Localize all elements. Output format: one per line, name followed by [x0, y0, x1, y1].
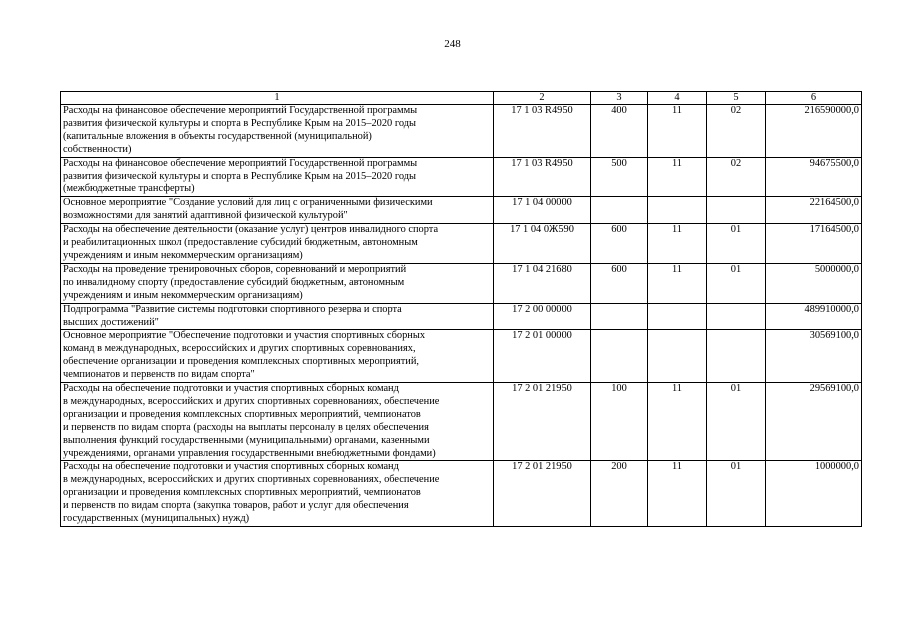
description-line: и реабилитационных школ (предоставление субсидий бюджетным, автономным [63, 237, 418, 249]
column-header: 4 [648, 92, 707, 105]
description-line: государственных (муниципальных) нужд) [63, 513, 250, 525]
column-header: 6 [766, 92, 862, 105]
expense-type-code [591, 197, 648, 224]
subsection-code: 01 [707, 383, 766, 461]
expense-type-code: 400 [591, 105, 648, 158]
description-line: собственности) [63, 143, 132, 155]
row-description [61, 461, 494, 527]
classification-code: 17 1 03 R4950 [494, 105, 591, 158]
section-code [648, 197, 707, 224]
row-description [61, 157, 494, 197]
subsection-code [707, 197, 766, 224]
table-row [61, 224, 862, 264]
description-line: организации и проведения комплексных спортивных мероприятий, чемпионатов [63, 408, 421, 420]
column-header: 2 [494, 92, 591, 105]
description-line: Подпрограмма "Развитие системы подготовки спортивного резерва и спорта [63, 303, 402, 315]
classification-code: 17 1 04 21680 [494, 263, 591, 303]
description-line: Расходы на проведение тренировочных сборов, соревнований и мероприятий [63, 263, 407, 275]
budget-table [60, 91, 862, 527]
section-code: 11 [648, 263, 707, 303]
subsection-code: 01 [707, 224, 766, 264]
row-description [61, 303, 494, 330]
description-line: и первенств по видам спорта (закупка товаров, работ и услуг для обеспечения [63, 500, 409, 512]
description-line: в международных, всероссийских и других спортивных соревнованиях, обеспечение [63, 395, 440, 407]
expense-type-code: 200 [591, 461, 648, 527]
description-line: Расходы на финансовое обеспечение мероприятий Государственной программы [63, 105, 418, 116]
description-line: обеспечение организации и проведения комплексных спортивных мероприятий, [63, 356, 420, 368]
page-number: 248 [444, 38, 461, 50]
description-line: Основное мероприятие "Создание условий для лиц с ограниченными физическими [63, 197, 433, 209]
description-line: Расходы на обеспечение деятельности (оказание услуг) центров инвалидного спорта [63, 224, 439, 236]
section-code [648, 303, 707, 330]
section-code: 11 [648, 105, 707, 158]
row-description [61, 383, 494, 461]
section-code: 11 [648, 383, 707, 461]
description-line: в международных, всероссийских и других спортивных соревнованиях, обеспечение [63, 474, 440, 486]
description-line: и первенств по видам спорта (расходы на выплаты персоналу в целях обеспечения [63, 421, 429, 433]
table-row [61, 330, 862, 383]
header-row [61, 92, 862, 105]
subsection-code: 01 [707, 263, 766, 303]
amount: 94675500,0 [766, 157, 862, 197]
subsection-code [707, 330, 766, 383]
classification-code: 17 1 04 00000 [494, 197, 591, 224]
classification-code: 17 2 01 21950 [494, 383, 591, 461]
expense-type-code [591, 303, 648, 330]
expense-type-code [591, 330, 648, 383]
table-row [61, 105, 862, 158]
description-line: учреждениям и иным некоммерческим организациям) [63, 289, 303, 301]
amount: 489910000,0 [766, 303, 862, 330]
subsection-code: 02 [707, 105, 766, 158]
table-row [61, 197, 862, 224]
amount: 17164500,0 [766, 224, 862, 264]
amount: 5000000,0 [766, 263, 862, 303]
description-line: команд в международных, всероссийских и других спортивных соревнованиях, [63, 343, 416, 355]
description-line: (межбюджетные трансферты) [63, 183, 195, 195]
row-description [61, 263, 494, 303]
description-line: организации и проведения комплексных спортивных мероприятий, чемпионатов [63, 487, 421, 499]
amount: 22164500,0 [766, 197, 862, 224]
expense-type-code: 500 [591, 157, 648, 197]
description-line: учреждениям и иным некоммерческим организациям) [63, 249, 303, 261]
column-header: 5 [707, 92, 766, 105]
subsection-code: 01 [707, 461, 766, 527]
description-line: чемпионатов и первенств по видам спорта" [63, 369, 255, 381]
expense-type-code: 600 [591, 224, 648, 264]
column-header: 1 [61, 92, 494, 105]
section-code: 11 [648, 461, 707, 527]
description-line: Расходы на обеспечение подготовки и участия спортивных сборных команд [63, 461, 399, 473]
section-code: 11 [648, 224, 707, 264]
row-description [61, 197, 494, 224]
table-row [61, 303, 862, 330]
table-row [61, 263, 862, 303]
amount: 30569100,0 [766, 330, 862, 383]
classification-code: 17 2 01 21950 [494, 461, 591, 527]
classification-code: 17 2 00 00000 [494, 303, 591, 330]
description-line: высших достижений" [63, 316, 159, 328]
section-code [648, 330, 707, 383]
description-line: выполнения функций государственными (муниципальными) органами, казенными [63, 434, 430, 446]
amount: 216590000,0 [766, 105, 862, 158]
section-code: 11 [648, 157, 707, 197]
table-row [61, 383, 862, 461]
expense-type-code: 600 [591, 263, 648, 303]
description-line: учреждениями, органами управления государственными внебюджетными фондами) [63, 447, 436, 459]
table-row [61, 157, 862, 197]
amount: 29569100,0 [766, 383, 862, 461]
description-line: по инвалидному спорту (предоставление субсидий бюджетным, автономным [63, 276, 405, 288]
table-row [61, 461, 862, 527]
description-line: Расходы на финансовое обеспечение мероприятий Государственной программы [63, 157, 418, 169]
expense-type-code: 100 [591, 383, 648, 461]
classification-code: 17 1 03 R4950 [494, 157, 591, 197]
subsection-code [707, 303, 766, 330]
description-line: возможностями для занятий адаптивной физической культурой" [63, 210, 348, 222]
amount: 1000000,0 [766, 461, 862, 527]
description-line: (капитальные вложения в объекты государственной (муниципальной) [63, 130, 372, 142]
classification-code: 17 2 01 00000 [494, 330, 591, 383]
column-header: 3 [591, 92, 648, 105]
classification-code: 17 1 04 0Ж590 [494, 224, 591, 264]
row-description [61, 105, 494, 158]
description-line: Расходы на обеспечение подготовки и участия спортивных сборных команд [63, 383, 399, 395]
description-line: развития физической культуры и спорта в Республике Крым на 2015–2020 годы [63, 170, 416, 182]
row-description [61, 224, 494, 264]
description-line: Основное мероприятие "Обеспечение подготовки и участия спортивных сборных [63, 330, 426, 342]
description-line: развития физической культуры и спорта в Республике Крым на 2015–2020 годы [63, 117, 416, 129]
subsection-code: 02 [707, 157, 766, 197]
row-description [61, 330, 494, 383]
